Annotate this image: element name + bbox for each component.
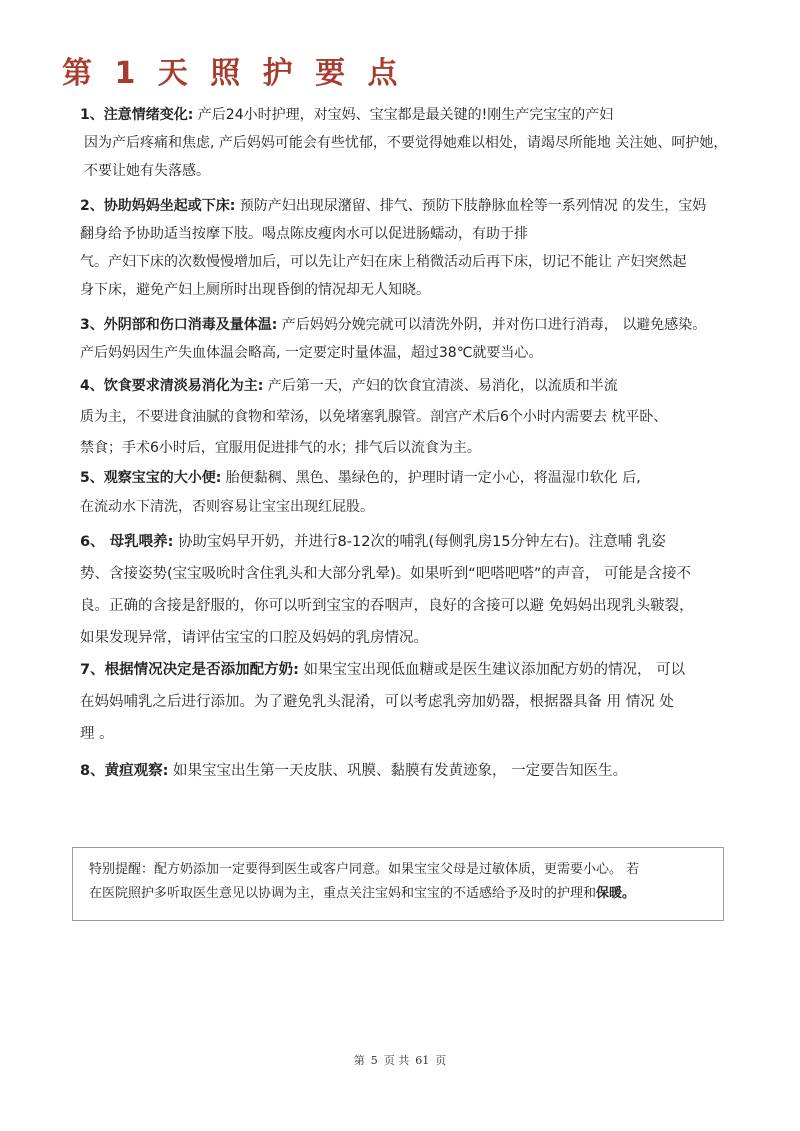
care-point-7: [80, 654, 780, 750]
care-point-line: 在流动水下清洗，否则容易让宝宝出现红屁股。: [80, 499, 374, 515]
care-point-line: 因为产后疼痛和焦虑, 产后妈妈可能会有些忧郁，不要觉得她难以相处，请竭尽所能地 关注她、呵护她，: [84, 135, 728, 151]
care-point-8: [80, 755, 780, 787]
care-point-line: 产后妈妈因生产失血体温会略高, 一定要定时量体温，超过38℃就要当心。: [80, 345, 543, 361]
page-title: 第 1 天 照 护 要 点: [62, 56, 404, 91]
reminder-emphasis: 保暖。: [596, 886, 636, 901]
care-point-line: 气。产妇下床的次数慢慢增加后，可以先让产妇在床上稍微活动后再下床，切记不能让 产妇突然起: [80, 254, 687, 270]
care-point-line: 7、根据情况决定是否添加配方奶: 如果宝宝出现低血糖或是医生建议添加配方奶的情况， 可以: [80, 662, 686, 678]
care-point-line: 禁食；手术6小时后，宜服用促进排气的水；排气后以流食为主。: [80, 440, 481, 456]
care-point-5: [80, 464, 780, 522]
care-point-line: 4、饮食要求清淡易消化为主: 产后第一天，产妇的饮食宜清淡、易消化，以流质和半流: [80, 378, 618, 394]
care-point-line: 2、协助妈妈坐起或下床: 预防产妇出现尿潴留、排气、预防下肢静脉血栓等一系列情况 的发生，宝妈: [80, 198, 707, 214]
care-point-2: [80, 192, 780, 304]
care-point-heading: 8、黄疸观察:: [80, 763, 169, 779]
care-point-line: 3、外阴部和伤口消毒及量体温: 产后妈妈分娩完就可以清洗外阴，并对伤口进行消毒， 以避免感染。: [80, 317, 707, 333]
care-point-1: [80, 101, 780, 185]
care-point-line: 在妈妈哺乳之后进行添加。为了避免乳头混淆，可以考虑乳旁加奶器，根据器具备 用 情况 处: [80, 694, 674, 710]
care-point-line: 理 。: [80, 726, 114, 742]
care-point-line: 质为主，不要进食油腻的食物和荤汤，以免堵塞乳腺管。剖宫产术后6个小时内需要去 枕平卧、: [80, 409, 668, 425]
care-point-heading: 1、注意情绪变化:: [80, 107, 194, 123]
care-point-line: 6、 母乳喂养: 协助宝妈早开奶，并进行8-12次的哺乳(每侧乳房15分钟左右)。注意哺 乳姿: [80, 534, 666, 550]
care-point-6: [80, 526, 780, 654]
care-point-line: 良。正确的含接是舒服的，你可以听到宝宝的吞咽声，良好的含接可以避 免妈妈出现乳头皲裂，: [80, 598, 694, 614]
reminder-line: 在医院照护多听取医生意见以协调为主，重点关注宝妈和宝宝的不适感给予及时的护理和保暖。: [89, 886, 636, 901]
care-point-line: 势、含接姿势(宝宝吸吮时含住乳头和大部分乳晕)。如果听到“吧嗒吧嗒”的声音， 可能是含接不: [80, 566, 691, 582]
total-pages: 61: [415, 1054, 430, 1067]
care-point-line: 1、注意情绪变化: 产后24小时护理，对宝妈、宝宝都是最关键的!刚生产完宝宝的产妇: [80, 107, 614, 123]
care-point-line: 翻身给予协助适当按摩下肢。喝点陈皮瘦肉水可以促进肠蠕动，有助于排: [80, 226, 528, 242]
care-point-line: 8、黄疸观察: 如果宝宝出生第一天皮肤、巩膜、黏膜有发黄迹象， 一定要告知医生。: [80, 763, 628, 779]
care-point-heading: 6、 母乳喂养:: [80, 534, 174, 550]
care-point-line: 如果发现异常，请评估宝宝的口腔及妈妈的乳房情况。: [80, 630, 428, 646]
care-point-line: 不要让她有失落感。: [84, 163, 210, 179]
care-point-3: [80, 311, 780, 367]
care-point-heading: 5、观察宝宝的大小便:: [80, 470, 222, 486]
care-point-heading: 2、协助妈妈坐起或下床:: [80, 198, 236, 214]
care-point-line: 身下床，避免产妇上厕所时出现昏倒的情况却无人知晓。: [80, 282, 430, 298]
reminder-line: 特别提醒：配方奶添加一定要得到医生或客户同意。如果宝宝父母是过敏体质，更需要小心。 若: [89, 862, 640, 877]
page-number: 第 5 页 共 61 页: [353, 1054, 447, 1067]
care-point-heading: 3、外阴部和伤口消毒及量体温:: [80, 317, 278, 333]
care-point-4: [80, 371, 780, 464]
current-page: 5: [370, 1054, 378, 1067]
special-reminder-box: [72, 847, 724, 921]
care-point-heading: 4、饮食要求清淡易消化为主:: [80, 378, 264, 394]
care-point-line: 5、观察宝宝的大小便: 胎便黏稠、黑色、墨绿色的，护理时请一定小心，将温湿巾软化 后,: [80, 470, 641, 486]
care-point-heading: 7、根据情况决定是否添加配方奶:: [80, 662, 299, 678]
